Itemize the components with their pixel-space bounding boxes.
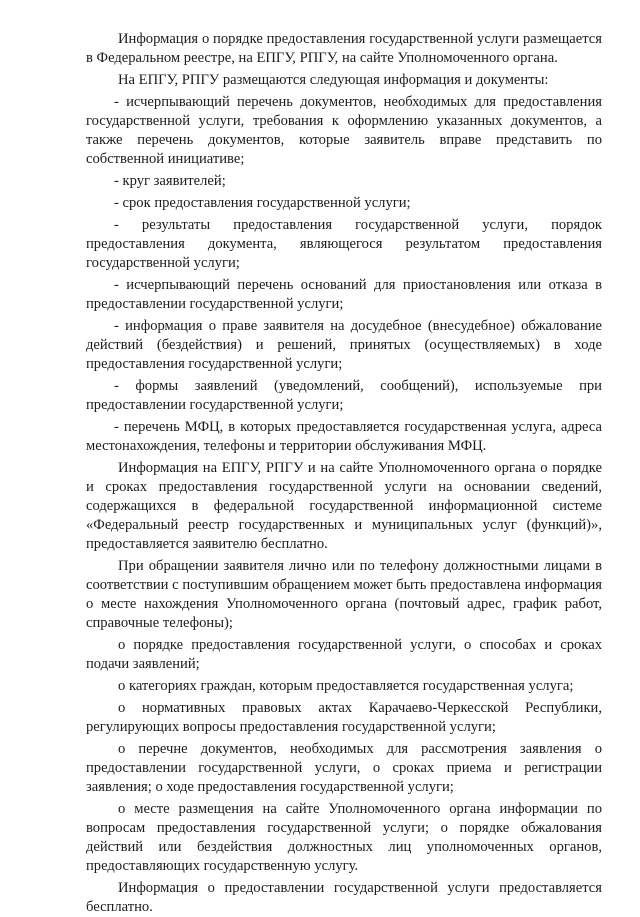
- list-item-applicants: - круг заявителей;: [114, 173, 226, 189]
- paragraph-site-placement: о месте размещения на сайте Уполномоченного органа информации по вопросам предоставления государственной услуги; о порядке обжалования действий или бездействия должностных лиц уполномоченных органов, предоставляющих государственную услугу.: [86, 801, 602, 874]
- paragraph-legal-acts: о нормативных правовых актах Карачаево-Черкесской Республики, регулирующих вопросы предоставления государственной услуги;: [86, 700, 602, 735]
- list-item-refusal-grounds: - исчерпывающий перечень оснований для приостановления или отказа в предоставлении государственной услуги;: [86, 277, 602, 312]
- paragraph-documents-list: о перечне документов, необходимых для рассмотрения заявления о предоставлении государственной услуги, о сроках приема и регистрации заявления; о ходе предоставления государственной услуги;: [86, 741, 602, 795]
- paragraph-free-info: Информация на ЕПГУ, РПГУ и на сайте Уполномоченного органа о порядке и сроках предоставления государственной услуги на основании сведений, содержащихся в федеральной государственной информационной системе «Федеральный реестр государственных и муниципальных услуг (функций)», предоставляется заявителю бесплатно.: [86, 460, 602, 552]
- list-item-mfc: - перечень МФЦ, в которых предоставляется государственная услуга, адреса местонахождения, телефоны и территории обслуживания МФЦ.: [86, 419, 602, 454]
- paragraph-categories: о категориях граждан, которым предоставляется государственная услуга;: [118, 678, 574, 694]
- list-item-documents: - исчерпывающий перечень документов, необходимых для предоставления государственной услуги, требования к оформлению указанных документов, а также перечень документов, которые заявитель вправе представить по собственной инициативе;: [86, 94, 602, 167]
- paragraph-free-service: Информация о предоставлении государственной услуги предоставляется бесплатно.: [86, 880, 602, 915]
- paragraph-list-intro: На ЕПГУ, РПГУ размещаются следующая информация и документы:: [118, 72, 549, 88]
- paragraph-info-placement: Информация о порядке предоставления государственной услуги размещается в Федеральном реестре, на ЕПГУ, РПГУ, на сайте Уполномоченного органа.: [86, 31, 602, 66]
- list-item-appeal-right: - информация о праве заявителя на досудебное (внесудебное) обжалование действий (бездействия) и решений, принятых (осуществляемых) в ходе предоставления государственной услуги;: [86, 318, 602, 372]
- list-item-results: - результаты предоставления государственной услуги, порядок предоставления документа, являющегося результатом предоставления государственной услуги;: [86, 217, 602, 271]
- paragraph-personal-appeal: При обращении заявителя лично или по телефону должностными лицами в соответствии с поступившим обращением может быть предоставлена информация о месте нахождения Уполномоченного органа (почтовый адрес, график работ, справочные телефоны);: [86, 558, 602, 631]
- list-item-forms: - формы заявлений (уведомлений, сообщений), используемые при предоставлении государственной услуги;: [86, 378, 602, 413]
- paragraph-order: о порядке предоставления государственной услуги, о способах и сроках подачи заявлений;: [86, 637, 602, 672]
- list-item-term: - срок предоставления государственной услуги;: [114, 195, 411, 211]
